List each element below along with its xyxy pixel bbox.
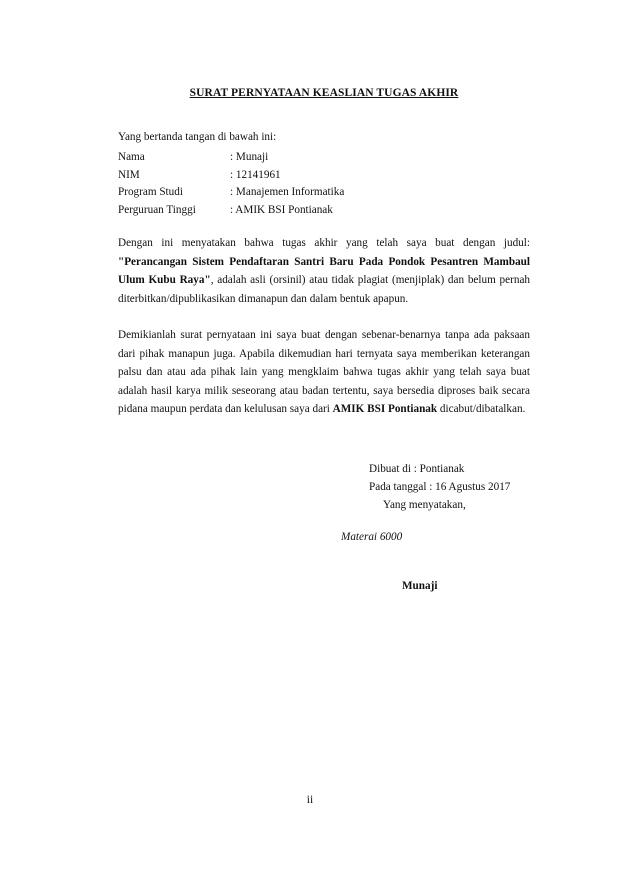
identity-fields [118,149,344,219]
field-value: : Manajemen Informatika [230,186,345,198]
field-label: Program Studi [118,186,183,198]
field-label: Perguruan Tinggi [118,203,196,216]
field-row-nim [118,167,344,185]
date-made: Pada tanggal : 16 Agustus 2017 [369,481,511,493]
signer-name: Munaji [402,580,438,592]
place-made: Dibuat di : Pontianak [369,463,465,475]
field-row-program [118,184,344,202]
field-value: : AMIK BSI Pontianak [230,203,333,216]
page-number: ii [306,794,314,806]
closing-paragraph [118,326,530,419]
field-row-university [118,202,344,220]
statement-paragraph [118,234,530,308]
field-row-name [118,149,344,167]
statement-text: Dengan ini menyatakan bahwa tugas akhir yang telah saya buat dengan judul: [118,237,530,249]
statement-text-continued: , adalah asli (orsinil) atau tidak plagiat (menjiplak) dan belum pernah diterbitkan/dipublikasikan dimanapun dan dalam bentuk apapun. [118,274,530,305]
institution-name: AMIK BSI Pontianak [332,403,438,416]
closing-text-end: dicabut/dibatalkan. [439,403,526,416]
intro-text: Yang bertanda tangan di bawah ini: [118,131,277,143]
field-value: : Munaji [230,151,269,163]
thesis-title: "Perancangan Sistem Pendaftaran Santri Baru Pada Pondok Pesantren Mambaul Ulum Kubu Raya" [118,255,530,287]
declarant-label: Yang menyatakan, [383,499,466,511]
stamp-duty-label: Materai 6000 [341,531,403,543]
closing-text: Demikianlah surat pernyataan ini saya buat dengan sebenar-benarnya tanpa ada paksaan dari pihak manapun juga. Apabila dikemudian hari ternyata saya memberikan keterangan palsu dan atau ada pihak lain yang mengklaim bahwa tugas akhir yang telah saya buat adalah hasil karya milik seseorang atau badan tertentu, saya bersedia diproses baik secara pidana maupun perdata dan kelulusan saya dari [118,329,530,416]
field-label: NIM [118,168,140,181]
document-title: SURAT PERNYATAAN KEASLIAN TUGAS AKHIR [189,87,459,99]
field-value: : 12141961 [230,168,281,181]
field-label: Nama [118,151,145,163]
